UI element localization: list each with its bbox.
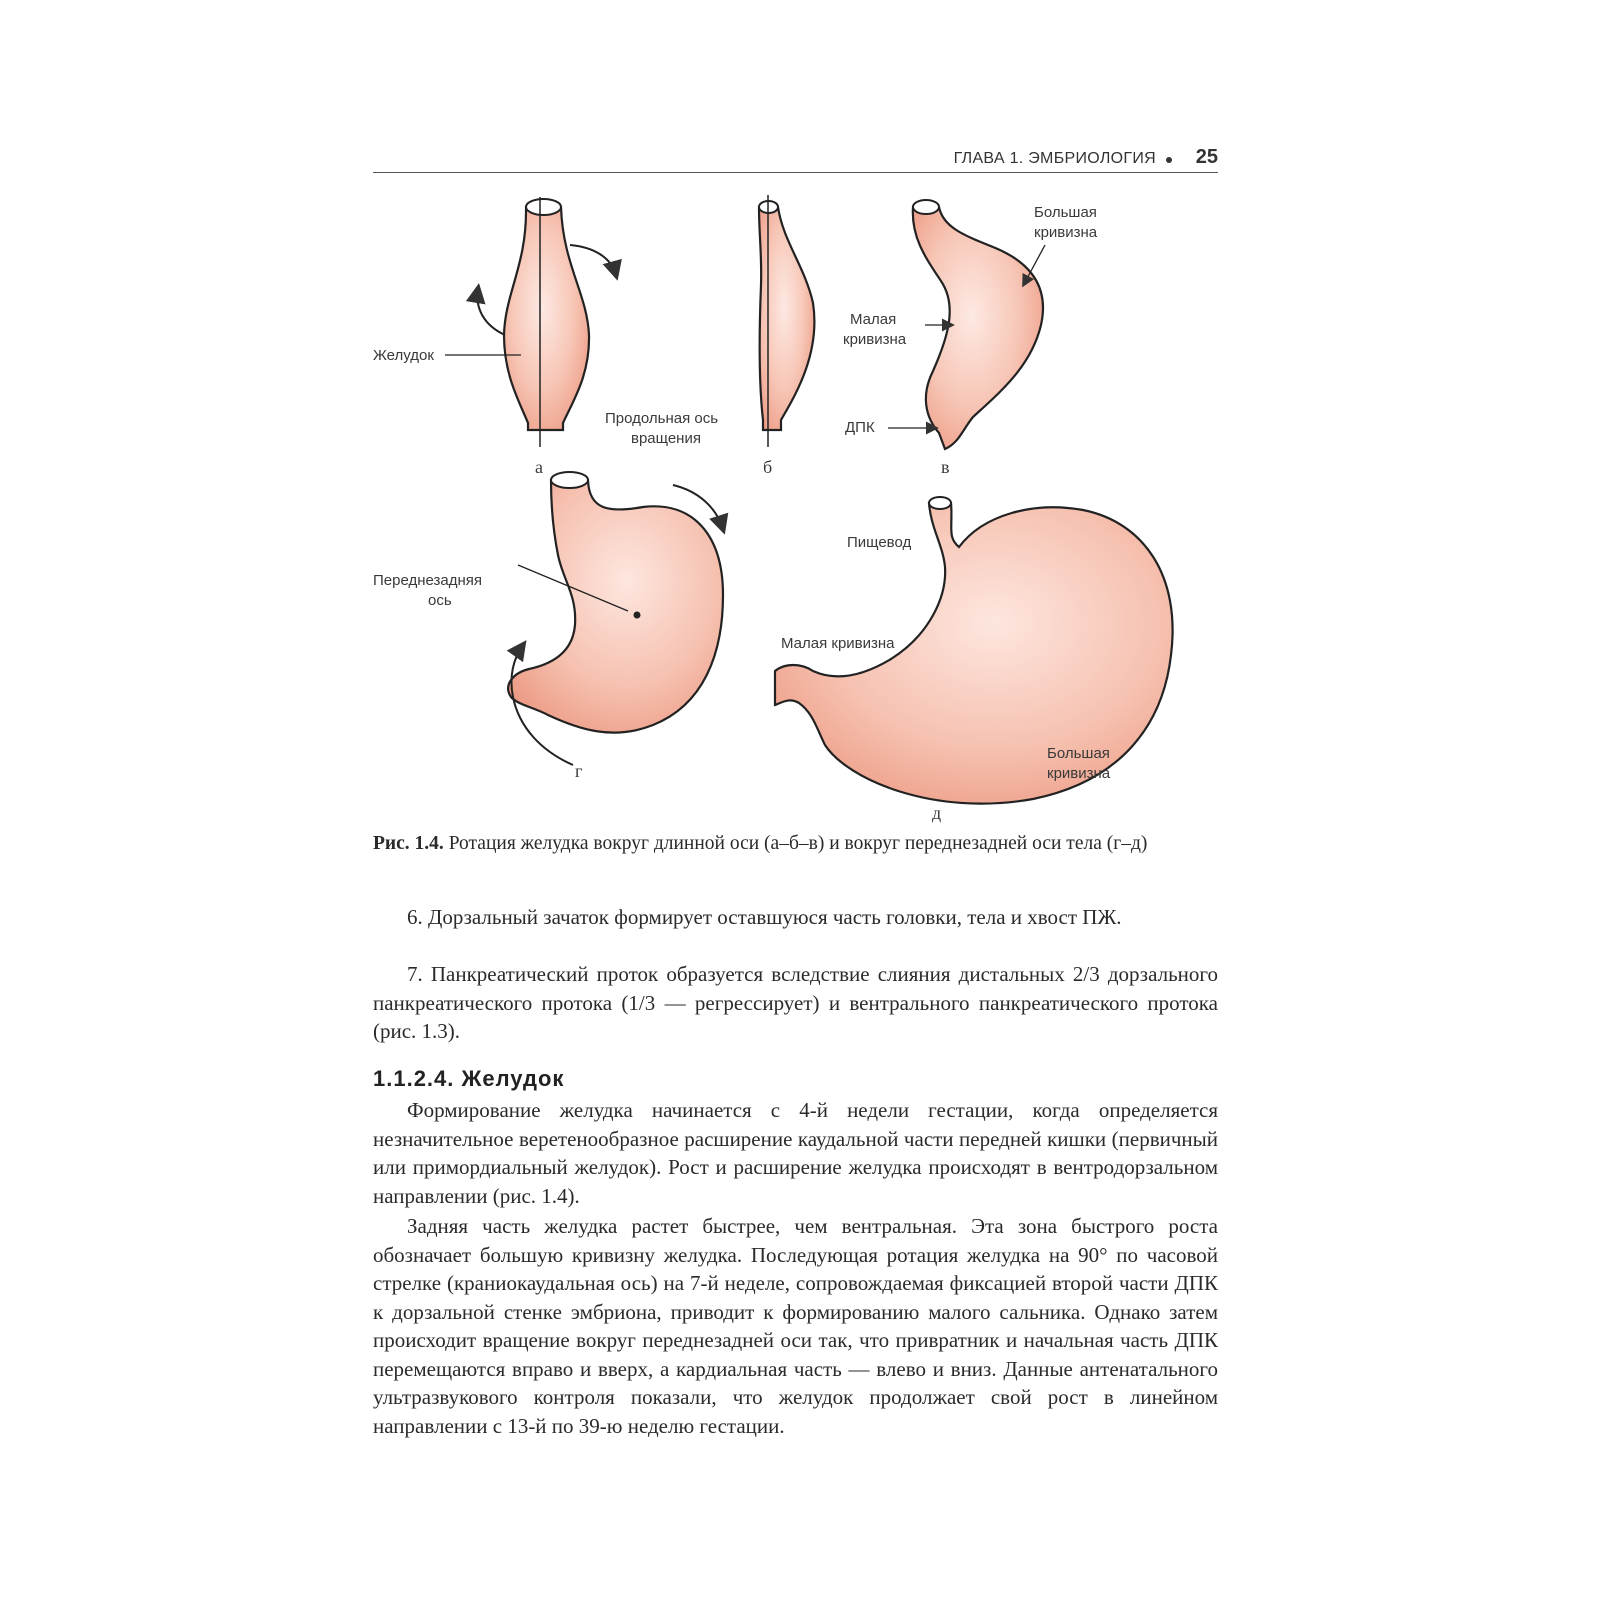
paragraph-stomach-formation (373, 1096, 1218, 1210)
figure-caption (373, 830, 1218, 857)
caption-lead: Рис. 1.4. (373, 833, 444, 854)
label-lesser-curvature-d: Малая кривизна (781, 635, 895, 652)
panel-v-curved-stomach (843, 200, 1098, 477)
label-longitudinal-axis-2: вращения (631, 430, 701, 447)
panel-letter-v: в (941, 457, 950, 477)
bullet-separator (1166, 157, 1172, 163)
label-stomach: Желудок (373, 347, 434, 364)
caption-text: Ротация желудка вокруг длинной оси (а–б–в) и вокруг переднезадней оси тела (г–д) (443, 833, 1148, 854)
label-ap-axis-1: Переднезадняя (373, 572, 483, 589)
panel-letter-d: д (932, 803, 942, 823)
book-page (373, 140, 1218, 1460)
section-heading: 1.1.2.4. Желудок (373, 1066, 565, 1091)
paragraph-text: 6. Дорзальный зачаток формирует оставшуюся часть головки, тела и хвост ПЖ. (407, 905, 1122, 929)
label-esophagus: Пищевод (847, 534, 912, 551)
chapter-title: ГЛАВА 1. ЭМБРИОЛОГИЯ (953, 150, 1156, 167)
label-greater-curvature-top-2: кривизна (1034, 224, 1098, 241)
panel-g-ap-rotation-stomach (373, 472, 723, 781)
paragraph-text: 7. Панкреатический проток образуется вследствие слияния дистальных 2/3 дорзального панкреатического протока (1/3 — регрессирует) и вентрального панкреатического протока (рис. 1.3). (373, 962, 1218, 1043)
panel-b-rotated-stomach (759, 195, 814, 477)
label-lesser-curvature-v-2: кривизна (843, 331, 907, 348)
label-duodenum: ДПК (845, 419, 875, 436)
stomach-rotation-figure (373, 185, 1218, 825)
paragraph-text: Задняя часть желудка растет быстрее, чем вентральная. Эта зона быстрого роста обозначает большую кривизну желудка. Последующая ротация желудка на 90° по часовой стрелке (краниокаудальная ось) на 7-й неделе, сопровождаемая фиксацией второй части ДПК к дорзальной стенке эмбриона, приводит к формированию малого сальника. Однако затем происходит вращение вокруг переднезадней оси так, что привратник и начальная часть ДПК перемещаются вправо и вверх, а кардиальная часть — влево и вниз. Данные антенатального ультразвукового контроля показали, что желудок продолжает свой рост в линейном направлении с 13-й по 39-ю неделю гестации. (373, 1214, 1218, 1438)
label-greater-curvature-bottom-1: Большая (1047, 745, 1110, 762)
panel-letter-a: а (535, 457, 543, 477)
label-ap-axis-2: ось (428, 592, 452, 609)
paragraph-stomach-rotation (373, 1212, 1218, 1440)
running-header (373, 140, 1218, 173)
label-lesser-curvature-v-1: Малая (850, 311, 897, 328)
paragraph-7 (373, 960, 1218, 1046)
panel-d-mature-stomach (775, 497, 1173, 823)
panel-a-spindle-stomach (373, 197, 616, 477)
label-longitudinal-axis-1: Продольная ось (605, 410, 719, 427)
page-number: 25 (1195, 146, 1218, 168)
panel-letter-g: г (575, 761, 583, 781)
paragraph-6 (373, 903, 1218, 932)
paragraph-text: Формирование желудка начинается с 4-й недели гестации, когда определяется незначительное веретенообразное расширение каудальной части передней кишки (первичный или примордиальный желудок). Рост и расширение желудка происходят в вентродорзальном направлении (рис. 1.4). (373, 1098, 1218, 1208)
panel-letter-b: б (763, 457, 773, 477)
label-greater-curvature-bottom-2: кривизна (1047, 765, 1111, 782)
label-greater-curvature-top-1: Большая (1034, 204, 1097, 221)
